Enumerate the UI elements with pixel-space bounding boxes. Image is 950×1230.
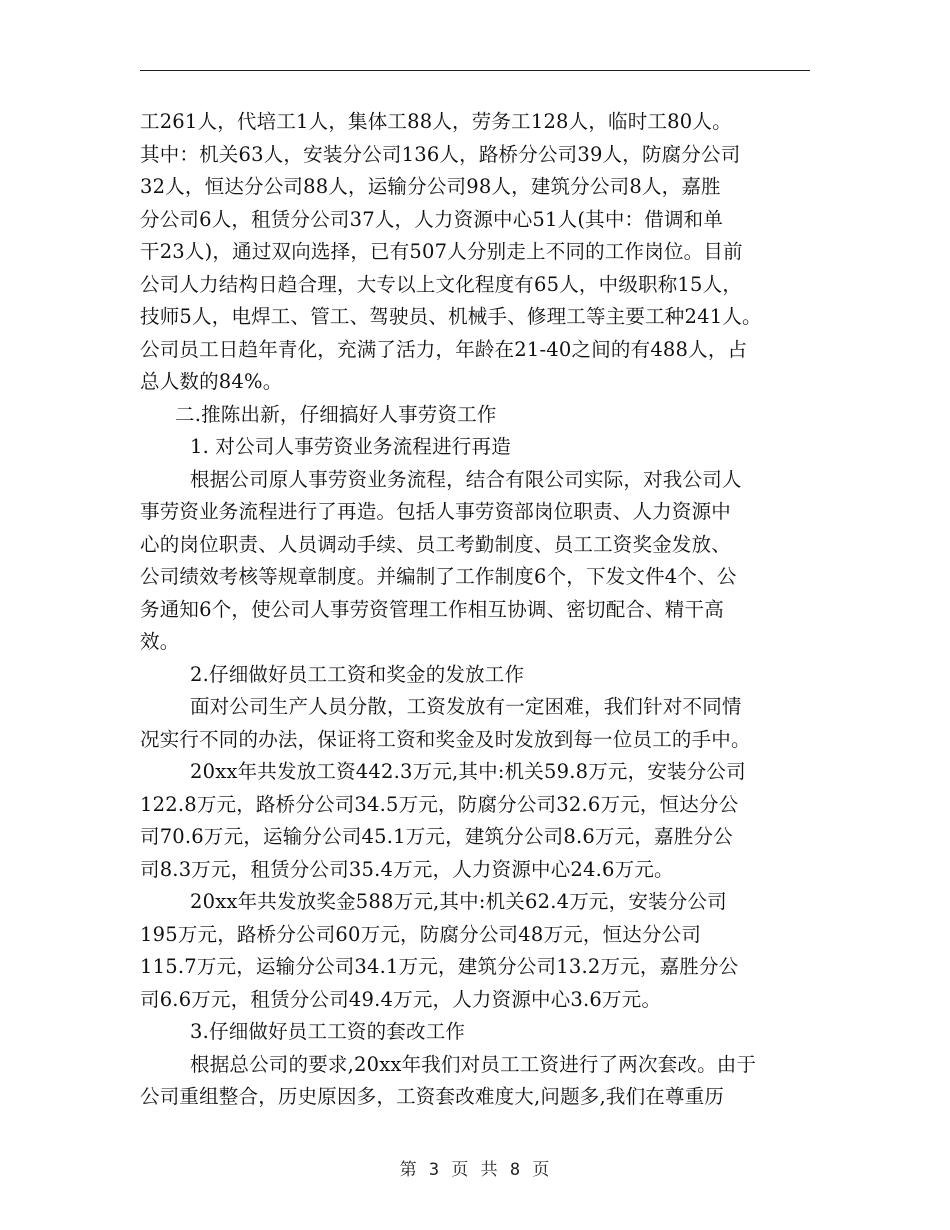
body-line: 干23人)，通过双向选择，已有507人分别走上不同的工作岗位。目前 — [140, 240, 743, 263]
subsection-heading: 3.仔细做好员工工资的套改工作 — [190, 1020, 466, 1043]
subsection-heading: 2.仔细做好员工工资和奖金的发放工作 — [190, 662, 525, 686]
body-line: 况实行不同的办法，保证将工资和奖金及时发放到每一位员工的手中。 — [140, 727, 751, 751]
body-line: 司8.3万元，租赁分公司35.4万元，人力资源中心24.6万元。 — [140, 857, 674, 881]
body-line: 分公司6人，租赁分公司37人，人力资源中心51人(其中：借调和单 — [140, 207, 724, 231]
body-line: 公司绩效考核等规章制度。并编制了工作制度6个，下发文件4个、公 — [140, 565, 737, 588]
body-line: 总人数的84%。 — [140, 370, 283, 393]
body-line: 20xx年共发放工资442.3万元,其中:机关59.8万元，安装分公司 — [190, 760, 746, 783]
body-line: 20xx年共发放奖金588万元,其中:机关62.4万元，安装分公司 — [190, 890, 727, 913]
body-line: 工261人，代培工1人，集体工88人，劳务工128人，临时工80人。 — [140, 110, 732, 133]
body-line: 司6.6万元，租赁分公司49.4万元，人力资源中心3.6万元。 — [140, 987, 662, 1011]
body-line: 公司重组整合，历史原因多，工资套改难度大,问题多,我们在尊重历 — [140, 1085, 725, 1108]
body-line: 根据总公司的要求,20xx年我们对员工工资进行了两次套改。由于 — [190, 1052, 757, 1076]
body-line: 其中：机关63人，安装分公司136人，路桥分公司39人，防腐分公司 — [140, 142, 741, 166]
section-heading: 二.推陈出新，仔细搞好人事劳资工作 — [175, 402, 497, 426]
subsection-heading: 1. 对公司人事劳资业务流程进行再造 — [190, 435, 511, 458]
document-body — [140, 106, 812, 1114]
body-line: 司70.6万元，运输分公司45.1万元，建筑分公司8.6万元，嘉胜分公 — [140, 825, 733, 848]
body-line: 122.8万元，路桥分公司34.5万元，防腐分公司32.6万元，恒达分公 — [140, 792, 739, 816]
body-line: 根据公司原人事劳资业务流程，结合有限公司实际，对我公司人 — [190, 467, 742, 491]
body-line: 效。 — [140, 630, 180, 653]
body-line: 115.7万元，运输分公司34.1万元，建筑分公司13.2万元，嘉胜分公 — [140, 955, 739, 978]
body-line: 195万元，路桥分公司60万元，防腐分公司48万元，恒达分公司 — [140, 922, 702, 946]
body-line: 公司人力结构日趋合理，大专以上文化程度有65人，中级职称15人， — [140, 272, 743, 296]
body-line: 面对公司生产人员分散，工资发放有一定困难，我们针对不同情 — [190, 695, 742, 718]
body-line: 心的岗位职责、人员调动手续、员工考勤制度、员工工资奖金发放、 — [140, 532, 732, 556]
body-line: 技师5人，电焊工、管工、驾驶员、机械手、修理工等主要工种241人。 — [140, 305, 762, 328]
body-line: 32人，恒达分公司88人，运输分公司98人，建筑分公司8人，嘉胜 — [140, 175, 721, 198]
header-rule — [140, 70, 810, 71]
page-number-footer: 第 3 页 共 8 页 — [399, 1160, 551, 1180]
body-line: 公司员工日趋年青化，充满了活力，年龄在21-40之间的有488人，占 — [140, 337, 748, 361]
body-line: 务通知6个，使公司人事劳资管理工作相互协调、密切配合、精干高 — [140, 597, 724, 621]
body-line: 事劳资业务流程进行了再造。包括人事劳资部岗位职责、人力资源中 — [140, 500, 732, 523]
